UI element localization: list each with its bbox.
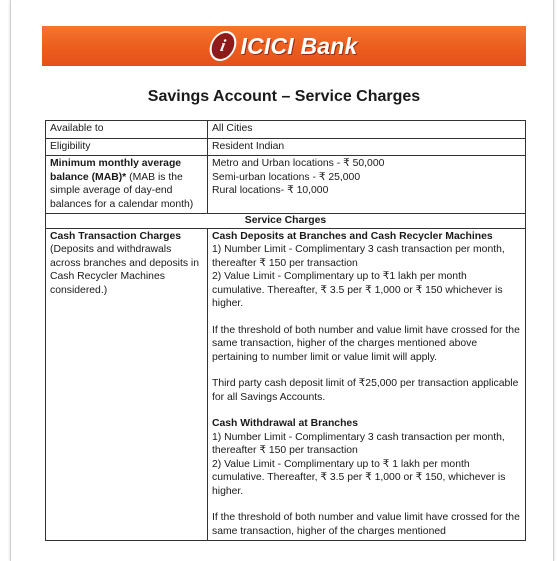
logo-mark-letter: i: [219, 36, 228, 55]
row-label-eligibility: Eligibility: [46, 138, 208, 156]
cash-label-note: (Deposits and withdrawals across branches and deposits in Cash Recycler Machines considered.): [50, 244, 200, 296]
table-row: [46, 214, 526, 229]
row-value-available-to: All Cities: [208, 121, 526, 139]
deposit-threshold-note: If the threshold of both number and value limit have crossed for the same transaction, higher of the charges mentioned above pertaining to number limit or value limit will apply.: [212, 324, 520, 363]
row-value-eligibility: Resident Indian: [208, 138, 526, 156]
table-row: [46, 156, 526, 214]
withdrawal-heading: Cash Withdrawal at Branches: [212, 418, 358, 429]
page-title: Savings Account – Service Charges: [147, 88, 421, 105]
section-header-service-charges: Service Charges: [46, 214, 526, 229]
row-label-cash-transaction: [46, 228, 208, 541]
deposit-line: 2) Value Limit - Complimentary up to ₹1 lakh per month cumulative. Thereafter, ₹ 3.5 per ₹ 1,000 or ₹ 150 whichever is higher.: [212, 271, 503, 309]
row-value-mab: [208, 156, 526, 214]
document-page: [10, 0, 554, 561]
row-label-mab: [46, 156, 208, 214]
table-row: [46, 121, 526, 139]
cash-label-bold: Cash Transaction Charges: [50, 230, 182, 242]
mab-label-bold: Minimum monthly average balance (MAB)*: [50, 158, 182, 183]
third-party-note: Third party cash deposit limit of ₹25,000 per transaction applicable for all Savings Accounts.: [212, 378, 519, 403]
table-row: [46, 138, 526, 156]
mab-label-note: (MAB is the simple average of day-end balances for a calendar month): [50, 171, 194, 210]
logo-text: ICICI Bank: [240, 32, 358, 59]
withdrawal-line: 2) Value Limit - Complimentary up to ₹ 1 lakh per month cumulative. Thereafter, ₹ 3.5 per ₹ 1,000 or ₹ 150, whichever is higher.: [212, 458, 506, 497]
withdrawal-threshold-note: If the threshold of both number and value limit have crossed for the same transaction, higher of the charges mentioned: [212, 512, 520, 537]
row-label-available-to: Available to: [46, 121, 208, 139]
mab-value-line: Rural locations- ₹ 10,000: [212, 185, 329, 196]
mab-value-line: Metro and Urban locations - ₹ 50,000: [212, 158, 385, 169]
withdrawal-line: 1) Number Limit - Complimentary 3 cash transaction per month, thereafter ₹ 150 per transaction: [212, 431, 505, 456]
logo-mark-icon: [207, 31, 239, 61]
icici-logo: [210, 31, 357, 61]
deposit-line: 1) Number Limit - Complimentary 3 cash transaction per month, thereafter ₹ 150 per transaction: [212, 244, 505, 269]
mab-value-line: Semi-urban locations - ₹ 25,000: [212, 171, 361, 183]
deposit-heading: Cash Deposits at Branches and Cash Recycler Machines: [212, 230, 493, 242]
row-value-cash-transaction: [208, 228, 526, 541]
brand-banner: [42, 26, 526, 66]
table-row: [46, 228, 526, 541]
charges-table: [45, 120, 526, 541]
